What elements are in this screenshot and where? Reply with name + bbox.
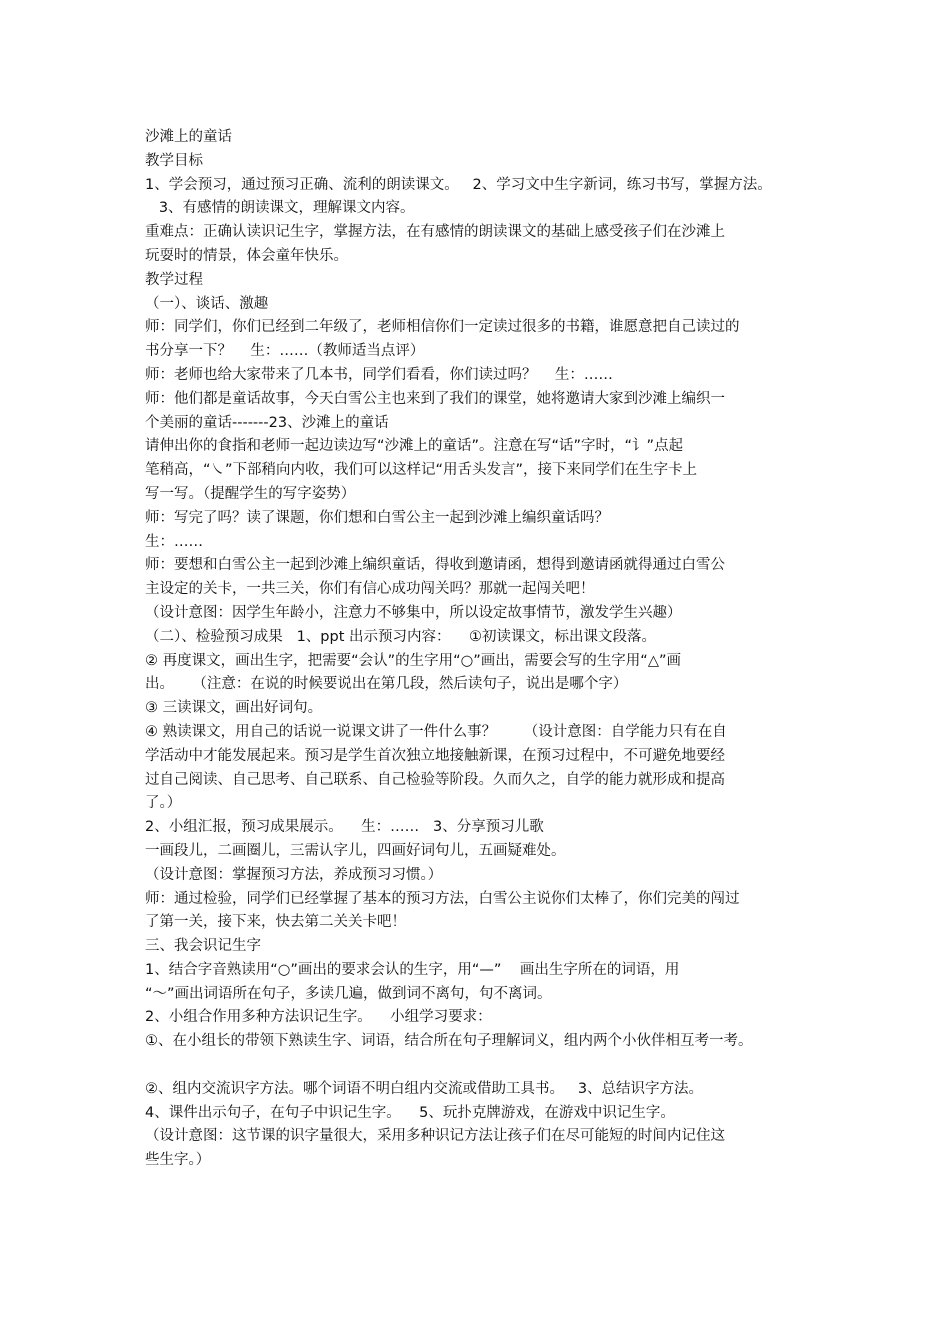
text-line: ②、组内交流识字方法。哪个词语不明白组内交流或借助工具书。 3、总结识字方法。 bbox=[145, 1080, 704, 1097]
text-line: ③ 三读课文，画出好词句。 bbox=[145, 700, 323, 717]
text-line: 4、课件出示句子，在句子中识记生字。 5、玩扑克牌游戏，在游戏中识记生字。 bbox=[145, 1104, 675, 1121]
text-line: 主设定的关卡，一共三关，你们有信心成功闯关吗？那就一起闯关吧！ bbox=[145, 581, 595, 598]
section-heading-process: 教学过程 bbox=[145, 271, 203, 288]
text-line: 师：老师也给大家带来了几本书，同学们看看，你们读过吗？ 生：…… bbox=[145, 366, 613, 383]
text-line: 了。） bbox=[145, 795, 182, 812]
document-body bbox=[145, 126, 825, 1173]
text-line: 些生字。） bbox=[145, 1152, 211, 1169]
text-line: 2、小组汇报，预习成果展示。 生：…… 3、分享预习儿歌 bbox=[145, 819, 544, 836]
text-line: ② 再度课文，画出生字，把需要“会认”的生字用“○”画出，需要会写的生字用“△”画 bbox=[145, 652, 681, 669]
section-heading-objectives: 教学目标 bbox=[145, 152, 203, 169]
text-line: 过自己阅读、自己思考、自己联系、自己检验等阶段。久而久之，自学的能力就形成和提高 bbox=[145, 771, 725, 788]
text-line: 玩耍时的情景，体会童年快乐。 bbox=[145, 247, 348, 264]
text-line: 生：…… bbox=[145, 533, 203, 550]
text-line: 2、小组合作用多种方法识记生字。 小组学习要求： bbox=[145, 1009, 492, 1026]
section-heading-characters: 三、我会识记生字 bbox=[145, 938, 261, 955]
text-line: 书分享一下？ 生：……（教师适当点评） bbox=[145, 343, 425, 360]
text-line: 师：要想和白雪公主一起到沙滩上编织童话，得收到邀请函，想得到邀请函就得通过白雪公 bbox=[145, 557, 725, 574]
text-line: 了第一关，接下来，快去第二关关卡吧！ bbox=[145, 914, 406, 931]
text-line: 师：写完了吗？读了课题，你们想和白雪公主一起到沙滩上编织童话吗？ bbox=[145, 509, 609, 526]
text-line: 学活动中才能发展起来。预习是学生首次独立地接触新课，在预习过程中，不可避免地要经 bbox=[145, 747, 725, 764]
text-line: ①、在小组长的带领下熟读生字、词语，结合所在句子理解词义，组内两个小伙伴相互考一考。 bbox=[145, 1033, 753, 1050]
doc-title: 沙滩上的童话 bbox=[145, 129, 232, 145]
text-line: 请伸出你的食指和老师一起边读边写“沙滩上的童话”。注意在写“话”字时，“讠”点起 bbox=[145, 438, 684, 455]
text-line: 重难点：正确认读识记生字，掌握方法，在有感情的朗读课文的基础上感受孩子们在沙滩上 bbox=[145, 224, 725, 241]
text-line: 写一写。（提醒学生的写字姿势） bbox=[145, 485, 356, 502]
design-intent-note: （设计意图：这节课的识字量很大，采用多种识记方法让孩子们在尽可能短的时间内记住这 bbox=[145, 1128, 725, 1145]
text-line: 师：同学们，你们已经到二年级了，老师相信你们一定读过很多的书籍，谁愿意把自己读过的 bbox=[145, 319, 740, 336]
text-line: ④ 熟读课文，用自己的话说一说课文讲了一件什么事？ （设计意图：自学能力只有在自 bbox=[145, 723, 727, 740]
text-line: 笔稍高，“㇏”下部稍向内收，我们可以这样记“用舌头发言”，接下来同学们在生字卡上 bbox=[145, 462, 698, 479]
design-intent-note: （设计意图：掌握预习方法，养成预习习惯。） bbox=[145, 866, 443, 883]
text-line: 师：通过检验，同学们已经掌握了基本的预习方法，白雪公主说你们太棒了，你们完美的闯过 bbox=[145, 890, 740, 907]
text-line: “～”画出词语所在句子，多读几遍，做到词不离句，句不离词。 bbox=[145, 985, 552, 1002]
blank-line bbox=[145, 1054, 825, 1078]
subsection-heading: （二）、检验预习成果 1、ppt 出示预习内容： ①初读课文，标出课文段落。 bbox=[145, 628, 656, 645]
subsection-heading: （一）、谈话、激趣 bbox=[145, 295, 269, 312]
text-line: 1、结合字音熟读用“○”画出的要求会认的生字，用“—” 画出生字所在的词语，用 bbox=[145, 961, 680, 978]
text-line: 1、学会预习，通过预习正确、流利的朗读课文。 2、学习文中生字新词，练习书写，掌握方法。 bbox=[145, 176, 772, 193]
text-line: 一画段儿，二画圈儿，三需认字儿，四画好词句儿，五画疑难处。 bbox=[145, 842, 566, 859]
text-line: 3、有感情的朗读课文，理解课文内容。 bbox=[145, 200, 415, 217]
text-line: 出。 （注意：在说的时候要说出在第几段，然后读句子，说出是哪个字） bbox=[145, 676, 628, 693]
text-line: 师：他们都是童话故事，今天白雪公主也来到了我们的课堂，她将邀请大家到沙滩上编织一 bbox=[145, 390, 725, 407]
text-line: 个美丽的童话-------23、沙滩上的童话 bbox=[145, 414, 389, 431]
design-intent-note: （设计意图：因学生年龄小，注意力不够集中，所以设定故事情节，激发学生兴趣） bbox=[145, 604, 682, 621]
